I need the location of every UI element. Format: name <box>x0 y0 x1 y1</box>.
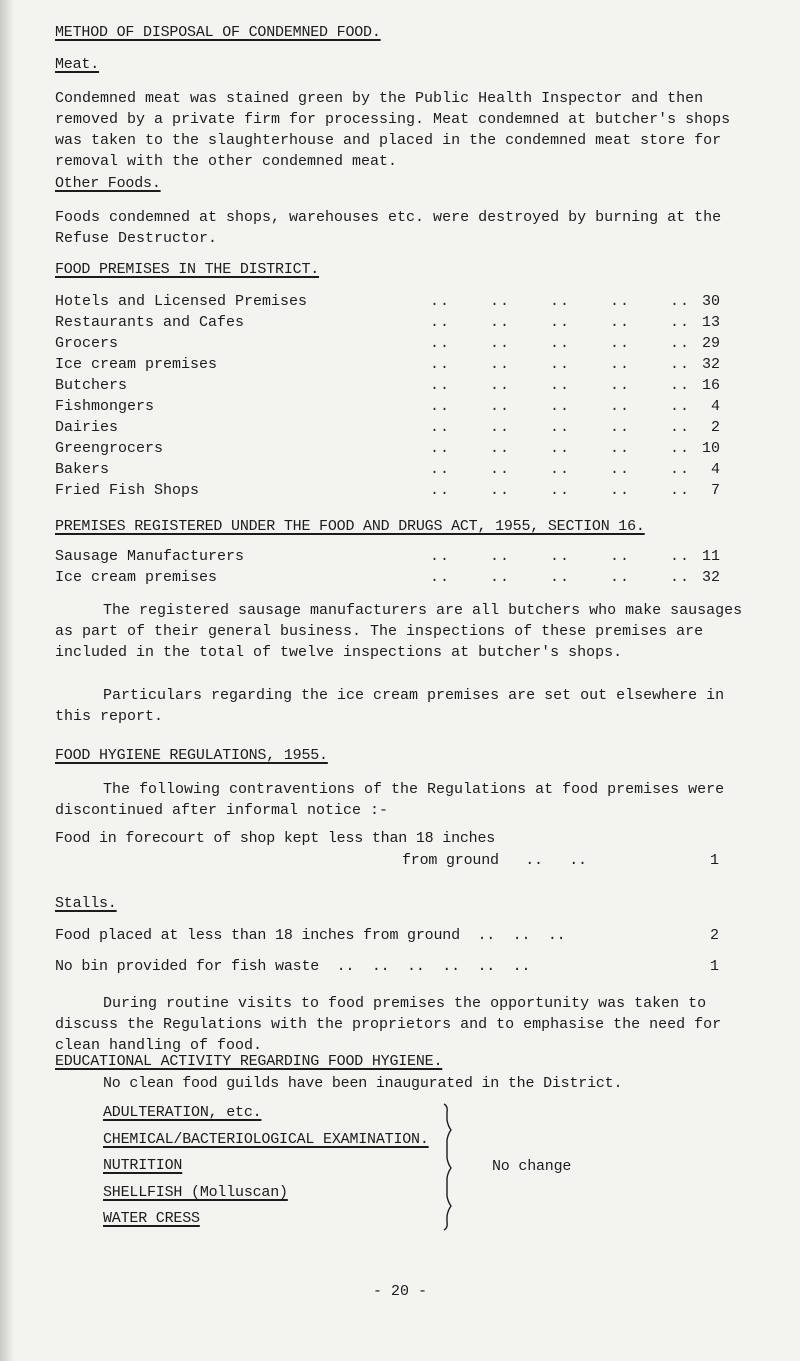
list-item: Fishmongers .. .. .. .. .. 4 <box>55 398 720 415</box>
food-premises-list <box>55 291 720 501</box>
list-item: Hotels and Licensed Premises .. .. .. .. .. 30 <box>55 293 720 310</box>
forecourt-line: Food in forecourt of shop kept less than 18 inches <box>55 830 496 847</box>
list-item: Sausage Manufacturers .. .. .. .. .. 11 <box>55 548 720 565</box>
page-number: - 20 - <box>372 1283 427 1300</box>
list-item: Ice cream premises .. .. .. .. .. 32 <box>55 569 720 586</box>
list-item: Fried Fish Shops .. .. .. .. .. 7 <box>55 482 720 499</box>
clean-food-guilds-line: No clean food guilds have been inaugurated in the District. <box>103 1075 623 1092</box>
grouping-brace <box>438 1100 458 1232</box>
no-change-label: No change <box>492 1158 572 1175</box>
forecourt-line-continued: from ground .. .. <box>402 852 587 869</box>
page-edge-shadow <box>0 0 14 1361</box>
forecourt-count: 1 <box>710 852 719 869</box>
item-water-cress: WATER CRESS <box>103 1210 200 1227</box>
list-item: Butchers .. .. .. .. .. 16 <box>55 377 720 394</box>
subheading-meat: Meat. <box>55 56 100 73</box>
stalls-item-no-bin: No bin provided for fish waste .. .. .. .. .. .. <box>55 958 531 975</box>
subheading-stalls: Stalls. <box>55 895 117 912</box>
heading-educational-activity: EDUCATIONAL ACTIVITY REGARDING FOOD HYGIENE. <box>55 1053 443 1070</box>
list-item: Ice cream premises .. .. .. .. .. 32 <box>55 356 720 373</box>
stalls-item-no-bin-count: 1 <box>710 958 719 975</box>
paragraph-other-foods: Foods condemned at shops, warehouses etc. were destroyed by burning at the Refuse Destructor. <box>55 209 722 247</box>
heading-food-hygiene-regulations: FOOD HYGIENE REGULATIONS, 1955. <box>55 747 328 764</box>
paragraph-sausage-manufacturers: The registered sausage manufacturers are all butchers who make sausages as part of their general business. The inspections of these premises are included in the total of twelve inspections at butcher's shops. <box>55 602 743 661</box>
item-chemical-bacteriological: CHEMICAL/BACTERIOLOGICAL EXAMINATION. <box>103 1131 429 1148</box>
stalls-item-food-placed: Food placed at less than 18 inches from ground .. .. .. <box>55 927 566 944</box>
list-item: Dairies .. .. .. .. .. 2 <box>55 419 720 436</box>
stalls-item-food-placed-count: 2 <box>710 927 719 944</box>
list-item: Restaurants and Cafes .. .. .. .. .. 13 <box>55 314 720 331</box>
list-item: Bakers .. .. .. .. .. 4 <box>55 461 720 478</box>
item-nutrition: NUTRITION <box>103 1157 183 1174</box>
heading-registered-premises: PREMISES REGISTERED UNDER THE FOOD AND DRUGS ACT, 1955, SECTION 16. <box>55 518 645 535</box>
list-item: Grocers .. .. .. .. .. 29 <box>55 335 720 352</box>
paragraph-routine-visits: During routine visits to food premises the opportunity was taken to discuss the Regulations with the proprietors and to emphasise the need for clean handling of food. <box>55 995 722 1054</box>
registered-premises-list <box>55 546 720 588</box>
paragraph-ice-cream-particulars: Particulars regarding the ice cream premises are set out elsewhere in this report. <box>55 687 725 725</box>
item-adulteration: ADULTERATION, etc. <box>103 1104 262 1121</box>
item-shellfish: SHELLFISH (Molluscan) <box>103 1184 288 1201</box>
heading-food-premises: FOOD PREMISES IN THE DISTRICT. <box>55 261 320 278</box>
list-item: Greengrocers .. .. .. .. .. 10 <box>55 440 720 457</box>
heading-method-of-disposal: METHOD OF DISPOSAL OF CONDEMNED FOOD. <box>55 24 381 41</box>
paragraph-contraventions: The following contraventions of the Regulations at food premises were discontinued after informal notice :- <box>55 781 725 819</box>
paragraph-meat: Condemned meat was stained green by the Public Health Inspector and then removed by a private firm for processing. Meat condemned at butcher's shops was taken to the slaughterhouse and placed in the condemned meat store for removal with the other condemned meat. <box>55 90 731 170</box>
subheading-other-foods: Other Foods. <box>55 175 161 192</box>
